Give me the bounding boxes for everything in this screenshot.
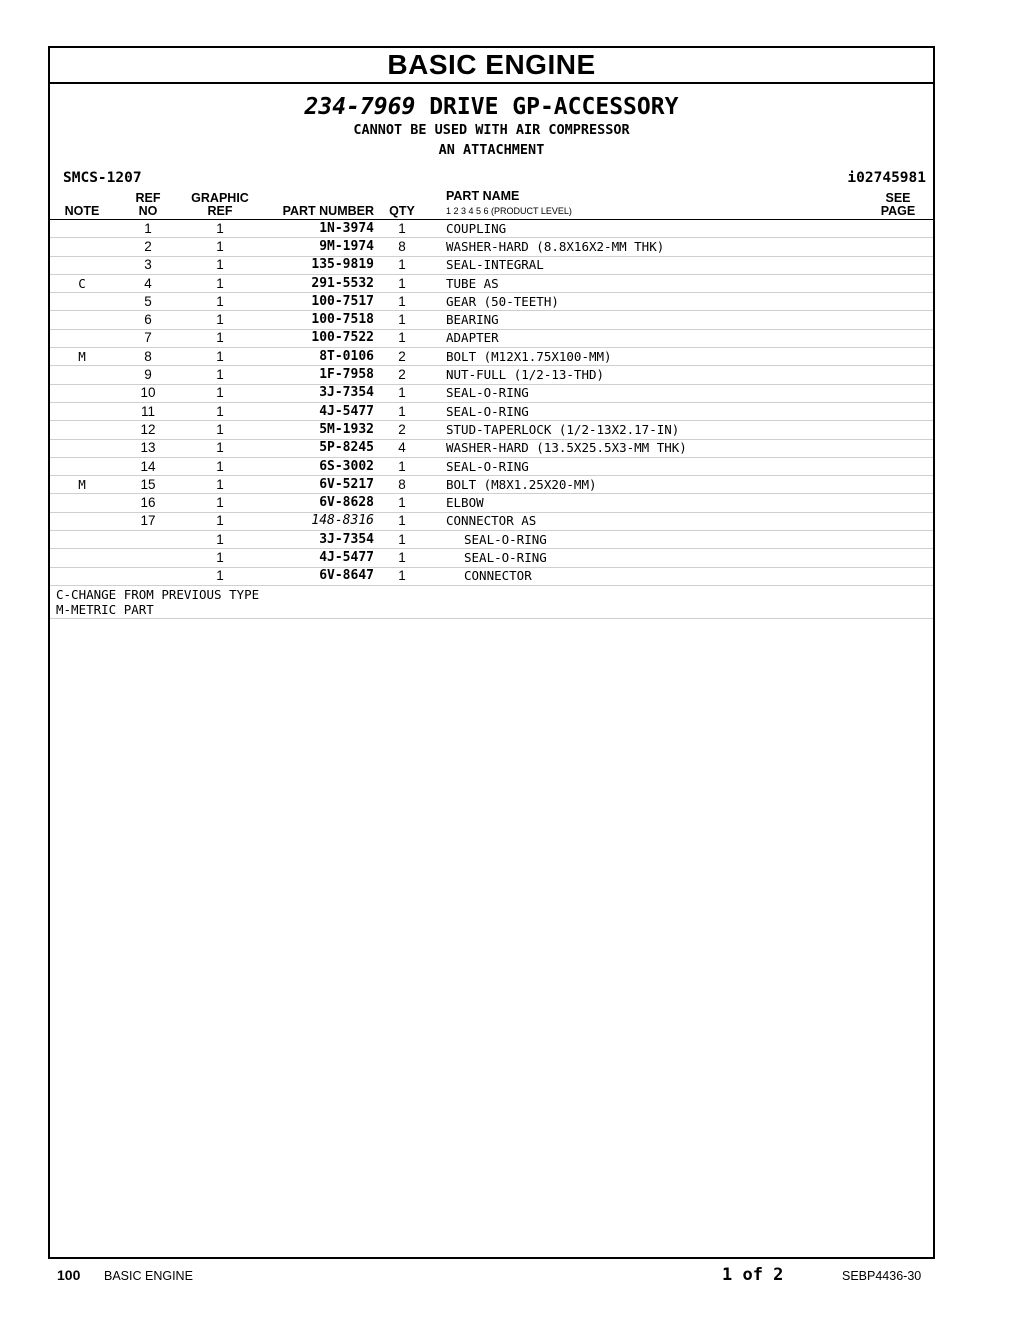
subtitle-2: AN ATTACHMENT: [438, 142, 545, 158]
table-row: [50, 476, 933, 494]
row-ref-no: 10: [114, 384, 182, 402]
col-ref-no-line1: REF: [135, 191, 161, 205]
row-ref-no: 13: [114, 439, 182, 457]
group-header: [50, 94, 933, 160]
row-note: [50, 384, 114, 402]
table-row: [50, 512, 933, 530]
table-row: [50, 366, 933, 384]
table-row: [50, 238, 933, 256]
row-part-number: 3J-7354: [258, 384, 378, 402]
table-row: [50, 439, 933, 457]
col-ref-no: [114, 190, 182, 220]
illustration-id: i02745981: [847, 170, 926, 186]
row-graphic-ref: 1: [182, 494, 258, 512]
row-part-number: 4J-5477: [258, 549, 378, 567]
row-part-name: SEAL-O-RING: [426, 531, 863, 549]
col-part-name: [426, 190, 863, 220]
row-note: M: [50, 476, 114, 494]
smcs-row: [50, 168, 933, 190]
row-qty: 1: [378, 531, 426, 549]
table-row: [50, 567, 933, 585]
row-see-page: [863, 311, 933, 329]
row-see-page: [863, 567, 933, 585]
row-ref-no: 8: [114, 348, 182, 366]
row-qty: 1: [378, 457, 426, 475]
row-graphic-ref: 1: [182, 274, 258, 292]
col-graphic-ref-line2: REF: [207, 204, 233, 218]
row-graphic-ref: 1: [182, 421, 258, 439]
row-ref-no: 11: [114, 402, 182, 420]
row-qty: 8: [378, 476, 426, 494]
row-see-page: [863, 457, 933, 475]
row-part-name: SEAL-O-RING: [426, 384, 863, 402]
row-qty: 1: [378, 293, 426, 311]
row-part-name: SEAL-O-RING: [426, 402, 863, 420]
row-part-number: 148-8316: [258, 512, 378, 530]
row-graphic-ref: 1: [182, 293, 258, 311]
row-ref-no: 1: [114, 220, 182, 238]
row-qty: 1: [378, 494, 426, 512]
row-graphic-ref: 1: [182, 531, 258, 549]
row-see-page: [863, 421, 933, 439]
row-note: [50, 567, 114, 585]
row-part-number: 1N-3974: [258, 220, 378, 238]
row-part-name: BOLT (M8X1.25X20-MM): [426, 476, 863, 494]
row-note: [50, 421, 114, 439]
row-graphic-ref: 1: [182, 549, 258, 567]
row-graphic-ref: 1: [182, 457, 258, 475]
row-see-page: [863, 494, 933, 512]
col-graphic-ref-line1: GRAPHIC: [191, 191, 249, 205]
row-note: [50, 439, 114, 457]
row-graphic-ref: 1: [182, 220, 258, 238]
row-part-name: ADAPTER: [426, 329, 863, 347]
row-part-number: 1F-7958: [258, 366, 378, 384]
row-part-number: 5P-8245: [258, 439, 378, 457]
row-graphic-ref: 1: [182, 512, 258, 530]
row-note: [50, 220, 114, 238]
row-qty: 1: [378, 256, 426, 274]
row-qty: 1: [378, 512, 426, 530]
row-part-number: 100-7522: [258, 329, 378, 347]
row-see-page: [863, 476, 933, 494]
row-graphic-ref: 1: [182, 311, 258, 329]
parts-table: [50, 190, 933, 586]
table-row: [50, 329, 933, 347]
row-part-number: 6V-5217: [258, 476, 378, 494]
row-qty: 1: [378, 402, 426, 420]
row-ref-no: [114, 531, 182, 549]
col-see-page: [863, 190, 933, 220]
row-graphic-ref: 1: [182, 366, 258, 384]
row-note: [50, 457, 114, 475]
row-qty: 1: [378, 384, 426, 402]
row-note: [50, 311, 114, 329]
subtitle-1: CANNOT BE USED WITH AIR COMPRESSOR: [353, 122, 630, 138]
row-see-page: [863, 531, 933, 549]
smcs-code: SMCS-1207: [63, 170, 142, 186]
row-ref-no: 9: [114, 366, 182, 384]
note-change: C-CHANGE FROM PREVIOUS TYPE: [56, 586, 260, 602]
row-see-page: [863, 238, 933, 256]
notes-legend: [50, 586, 933, 619]
row-part-number: 6S-3002: [258, 457, 378, 475]
footer-section: BASIC ENGINE: [104, 1269, 193, 1283]
row-part-number: 100-7518: [258, 311, 378, 329]
row-part-number: 9M-1974: [258, 238, 378, 256]
row-note: [50, 402, 114, 420]
row-qty: 1: [378, 567, 426, 585]
col-graphic-ref: [182, 190, 258, 220]
page-frame: [48, 46, 935, 1259]
table-row: [50, 402, 933, 420]
row-qty: 1: [378, 549, 426, 567]
row-part-name: WASHER-HARD (8.8X16X2-MM THK): [426, 238, 863, 256]
col-see-page-line2: PAGE: [880, 204, 916, 218]
row-part-number: 291-5532: [258, 274, 378, 292]
table-row: [50, 421, 933, 439]
group-name: DRIVE GP-ACCESSORY: [429, 94, 679, 120]
page-number: 100: [57, 1267, 81, 1283]
product-levels: 1 2 3 4 5 6 (PRODUCT LEVEL): [446, 206, 572, 216]
row-part-name: COUPLING: [426, 220, 863, 238]
row-part-name: CONNECTOR AS: [426, 512, 863, 530]
row-part-number: 6V-8628: [258, 494, 378, 512]
row-qty: 8: [378, 238, 426, 256]
row-qty: 2: [378, 348, 426, 366]
table-row: [50, 384, 933, 402]
row-ref-no: 5: [114, 293, 182, 311]
row-qty: 2: [378, 366, 426, 384]
table-header-row: [50, 190, 933, 220]
col-ref-no-line2: NO: [138, 204, 158, 218]
row-note: [50, 238, 114, 256]
row-graphic-ref: 1: [182, 348, 258, 366]
row-ref-no: 3: [114, 256, 182, 274]
row-ref-no: 2: [114, 238, 182, 256]
row-see-page: [863, 384, 933, 402]
row-note: [50, 366, 114, 384]
row-ref-no: [114, 567, 182, 585]
row-part-name: CONNECTOR: [426, 567, 863, 585]
row-ref-no: 7: [114, 329, 182, 347]
row-part-name: STUD-TAPERLOCK (1/2-13X2.17-IN): [426, 421, 863, 439]
row-qty: 2: [378, 421, 426, 439]
row-ref-no: 4: [114, 274, 182, 292]
group-number: 234-7969: [304, 94, 416, 120]
table-row: [50, 293, 933, 311]
parts-table-body: [50, 220, 933, 586]
row-qty: 1: [378, 329, 426, 347]
col-note: NOTE: [50, 190, 114, 220]
row-ref-no: 15: [114, 476, 182, 494]
row-ref-no: 16: [114, 494, 182, 512]
row-note: [50, 531, 114, 549]
row-ref-no: 14: [114, 457, 182, 475]
row-note: [50, 329, 114, 347]
row-graphic-ref: 1: [182, 402, 258, 420]
row-note: [50, 512, 114, 530]
row-see-page: [863, 293, 933, 311]
doc-id: SEBP4436-30: [842, 1269, 922, 1283]
row-part-number: 3J-7354: [258, 531, 378, 549]
row-qty: 1: [378, 311, 426, 329]
page-of: 1 of 2: [722, 1265, 784, 1285]
row-qty: 1: [378, 220, 426, 238]
section-title: BASIC ENGINE: [50, 48, 933, 84]
table-row: [50, 311, 933, 329]
row-see-page: [863, 220, 933, 238]
row-ref-no: 6: [114, 311, 182, 329]
row-part-name: TUBE AS: [426, 274, 863, 292]
row-graphic-ref: 1: [182, 567, 258, 585]
table-row: [50, 494, 933, 512]
col-qty: QTY: [378, 190, 426, 220]
row-note: [50, 293, 114, 311]
page-footer: [0, 1265, 1020, 1289]
row-note: C: [50, 274, 114, 292]
row-ref-no: 12: [114, 421, 182, 439]
row-part-number: 5M-1932: [258, 421, 378, 439]
row-see-page: [863, 512, 933, 530]
table-row: [50, 256, 933, 274]
row-graphic-ref: 1: [182, 256, 258, 274]
row-part-number: 6V-8647: [258, 567, 378, 585]
row-see-page: [863, 549, 933, 567]
col-part-name-label: PART NAME: [446, 189, 520, 203]
row-part-name: GEAR (50-TEETH): [426, 293, 863, 311]
row-graphic-ref: 1: [182, 439, 258, 457]
row-note: [50, 494, 114, 512]
group-title: [50, 94, 933, 120]
table-row: [50, 220, 933, 238]
row-note: [50, 549, 114, 567]
table-row: [50, 549, 933, 567]
table-row: [50, 348, 933, 366]
row-see-page: [863, 366, 933, 384]
row-ref-no: 17: [114, 512, 182, 530]
row-graphic-ref: 1: [182, 329, 258, 347]
row-note: [50, 256, 114, 274]
row-graphic-ref: 1: [182, 238, 258, 256]
row-see-page: [863, 402, 933, 420]
row-part-name: BEARING: [426, 311, 863, 329]
row-graphic-ref: 1: [182, 384, 258, 402]
table-row: [50, 531, 933, 549]
row-qty: 1: [378, 274, 426, 292]
col-see-page-line1: SEE: [885, 191, 911, 205]
col-part-number: PART NUMBER: [258, 190, 378, 220]
row-part-number: 135-9819: [258, 256, 378, 274]
row-part-number: 8T-0106: [258, 348, 378, 366]
row-part-name: SEAL-INTEGRAL: [426, 256, 863, 274]
row-part-name: NUT-FULL (1/2-13-THD): [426, 366, 863, 384]
table-row: [50, 274, 933, 292]
row-ref-no: [114, 549, 182, 567]
row-see-page: [863, 274, 933, 292]
table-row: [50, 457, 933, 475]
row-part-name: SEAL-O-RING: [426, 457, 863, 475]
note-metric: M-METRIC PART: [56, 601, 154, 617]
row-see-page: [863, 329, 933, 347]
row-note: M: [50, 348, 114, 366]
row-part-name: BOLT (M12X1.75X100-MM): [426, 348, 863, 366]
row-part-number: 4J-5477: [258, 402, 378, 420]
row-see-page: [863, 256, 933, 274]
row-part-name: SEAL-O-RING: [426, 549, 863, 567]
row-part-name: WASHER-HARD (13.5X25.5X3-MM THK): [426, 439, 863, 457]
row-see-page: [863, 348, 933, 366]
row-graphic-ref: 1: [182, 476, 258, 494]
row-see-page: [863, 439, 933, 457]
row-part-name: ELBOW: [426, 494, 863, 512]
row-qty: 4: [378, 439, 426, 457]
row-part-number: 100-7517: [258, 293, 378, 311]
